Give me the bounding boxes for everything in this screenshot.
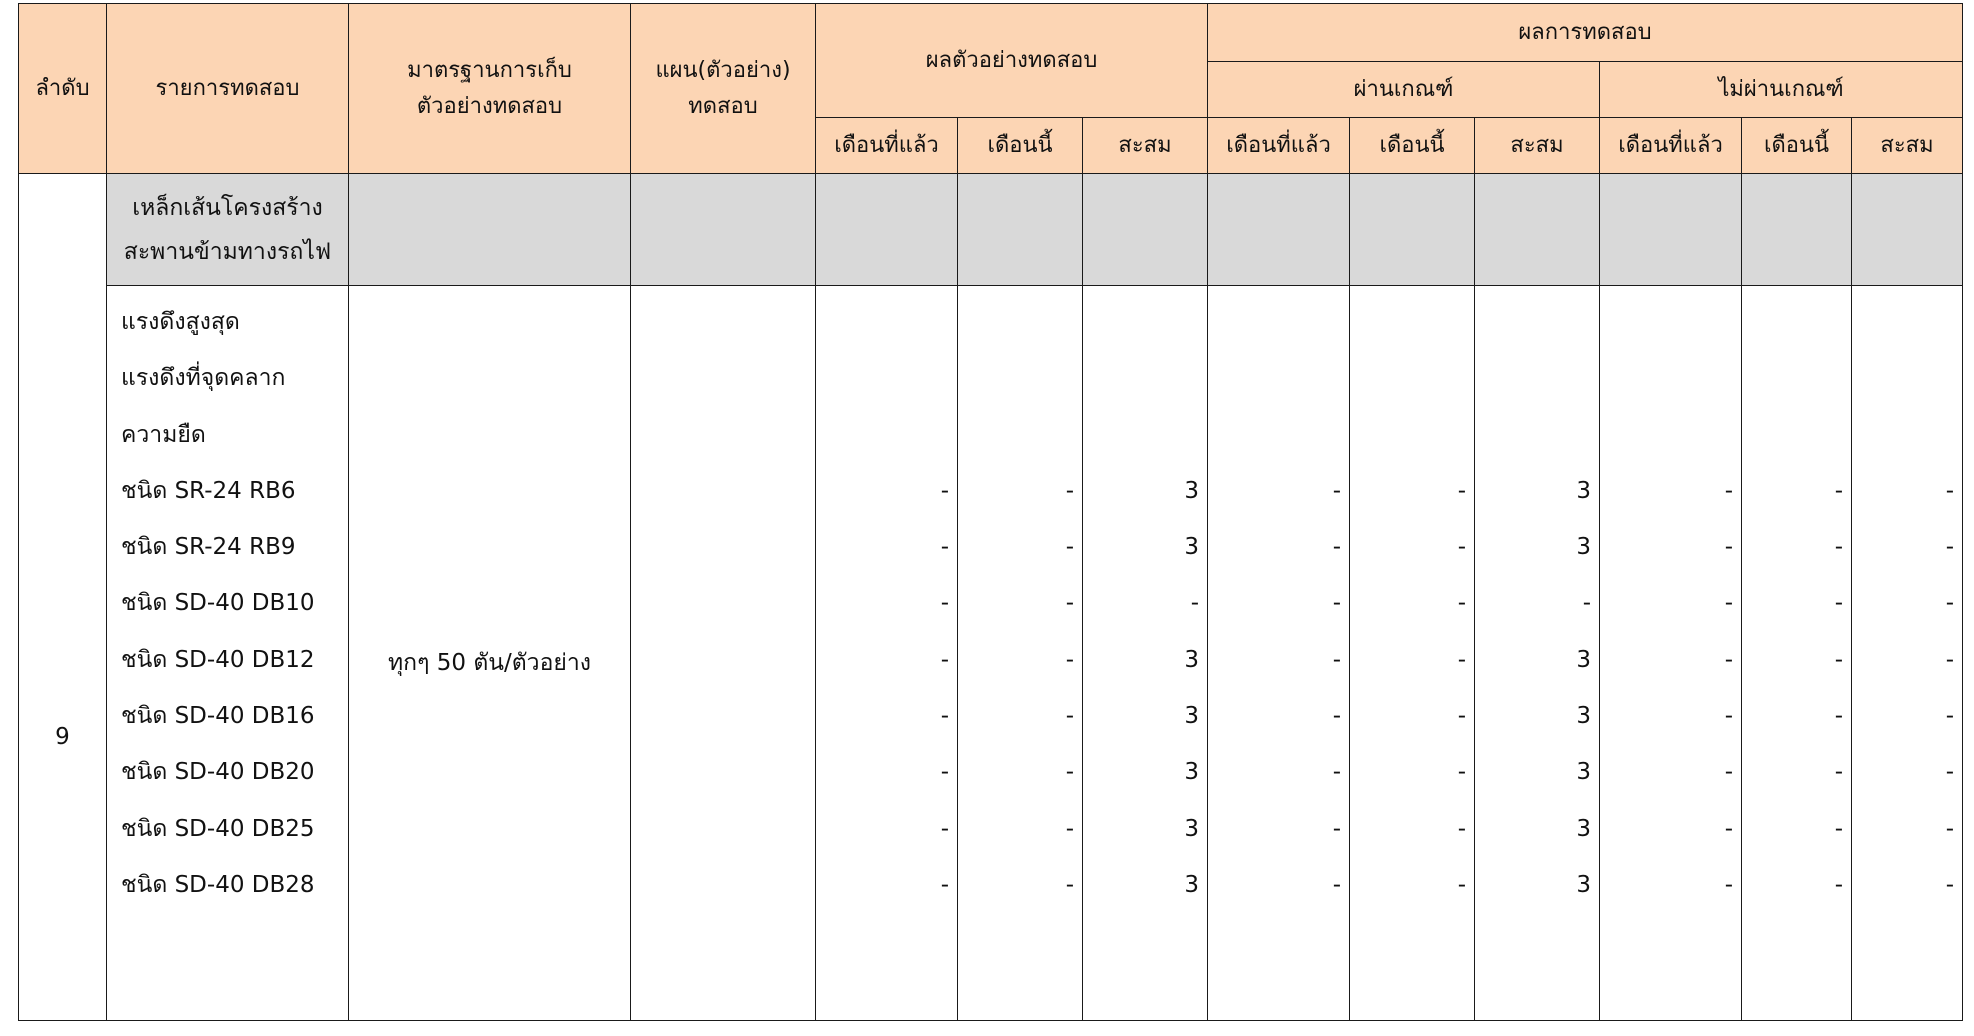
header-sample-results: ผลตัวอย่างทดสอบ <box>816 4 1208 118</box>
value-cell: - <box>1945 646 1955 673</box>
property-label: ความยืด <box>121 421 206 448</box>
value-cell: - <box>940 759 949 786</box>
value-column <box>1475 286 1600 1021</box>
value-cell: - <box>1724 646 1734 673</box>
value-cell: - <box>1457 815 1467 842</box>
header-sample-last-month: เดือนที่แล้ว <box>816 118 958 174</box>
grey-cell <box>816 174 958 286</box>
value-cell: - <box>1457 759 1467 786</box>
header-pass-this-month: เดือนนี้ <box>1350 118 1475 174</box>
item-label: ชนิด SD-40 DB25 <box>121 815 315 842</box>
value-cell: - <box>1457 871 1467 898</box>
header-fail: ไม่ผ่านเกณฑ์ <box>1600 62 1963 118</box>
item-label: ชนิด SD-40 DB12 <box>121 646 315 673</box>
standard-cell <box>349 286 631 1021</box>
value-cell: - <box>1724 759 1734 786</box>
header-standard-line1: มาตรฐานการเก็บ <box>407 57 572 83</box>
value-cell: 3 <box>1184 477 1200 504</box>
value-cell: - <box>1724 703 1734 730</box>
value-cell: - <box>1834 871 1844 898</box>
header-plan-line2: ทดสอบ <box>688 93 758 119</box>
header-test-item: รายการทดสอบ <box>107 4 349 174</box>
grey-cell <box>1083 174 1208 286</box>
property-label: แรงดึงที่จุดคลาก <box>121 365 286 392</box>
value-cell: - <box>1834 477 1844 504</box>
grey-cell <box>1350 174 1475 286</box>
value-cell: 3 <box>1576 871 1592 898</box>
value-cell: - <box>1834 815 1844 842</box>
value-cell: 3 <box>1576 815 1592 842</box>
header-pass-cumulative: สะสม <box>1475 118 1600 174</box>
value-cell: 3 <box>1576 703 1592 730</box>
value-cell: - <box>1457 477 1467 504</box>
value-column <box>958 286 1083 1021</box>
value-cell: - <box>1065 703 1074 730</box>
value-column <box>816 286 958 1021</box>
item-label: ชนิด SD-40 DB20 <box>121 759 315 786</box>
value-cell: - <box>1332 815 1342 842</box>
value-cell: - <box>1945 590 1955 617</box>
value-cell: 3 <box>1184 815 1200 842</box>
value-cell: 3 <box>1184 534 1200 561</box>
header-sample-this-month: เดือนนี้ <box>958 118 1083 174</box>
value-cell: - <box>1724 871 1734 898</box>
value-cell: - <box>940 703 949 730</box>
value-cell: - <box>1065 477 1074 504</box>
value-cell: - <box>1834 534 1844 561</box>
value-cell: - <box>1065 646 1074 673</box>
value-cell: - <box>1945 815 1955 842</box>
value-column <box>1350 286 1475 1021</box>
header-standard <box>349 4 631 174</box>
value-cell: - <box>1190 590 1200 617</box>
grey-cell <box>349 174 631 286</box>
value-cell: - <box>1582 590 1592 617</box>
value-cell: - <box>1724 477 1734 504</box>
value-cell: - <box>1724 534 1734 561</box>
value-cell: 3 <box>1184 646 1200 673</box>
value-cell: - <box>1457 590 1467 617</box>
value-cell: 3 <box>1576 534 1592 561</box>
value-column <box>1742 286 1852 1021</box>
grey-cell <box>631 174 816 286</box>
value-cell: - <box>940 534 949 561</box>
body-row <box>19 286 1963 1021</box>
item-column <box>107 286 349 1021</box>
header-sample-cumulative: สะสม <box>1083 118 1208 174</box>
value-column <box>1208 286 1350 1021</box>
header-pass: ผ่านเกณฑ์ <box>1208 62 1600 118</box>
value-cell: - <box>1724 815 1734 842</box>
value-cell: - <box>1945 759 1955 786</box>
value-cell: - <box>1834 759 1844 786</box>
header-plan-line1: แผน(ตัวอย่าง) <box>655 57 791 83</box>
header-fail-cumulative: สะสม <box>1852 118 1963 174</box>
value-cell: - <box>1834 703 1844 730</box>
order-cell <box>19 174 107 1021</box>
value-cell: - <box>1724 590 1734 617</box>
value-cell: 3 <box>1184 703 1200 730</box>
value-cell: - <box>1332 703 1342 730</box>
value-column <box>1083 286 1208 1021</box>
value-cell: - <box>1332 646 1342 673</box>
value-cell: - <box>940 815 949 842</box>
group-title-line1: เหล็กเส้นโครงสร้าง <box>132 195 323 221</box>
value-cell: - <box>1945 871 1955 898</box>
value-cell: - <box>940 871 949 898</box>
value-cell: 3 <box>1576 477 1592 504</box>
value-cell: - <box>1457 703 1467 730</box>
header-fail-last-month: เดือนที่แล้ว <box>1600 118 1742 174</box>
grey-cell <box>958 174 1083 286</box>
value-cell: - <box>1834 646 1844 673</box>
item-label: ชนิด SD-40 DB28 <box>121 871 315 898</box>
plan-cell <box>631 286 816 1021</box>
item-label: ชนิด SD-40 DB16 <box>121 703 315 730</box>
value-cell: - <box>1457 534 1467 561</box>
value-column <box>1600 286 1742 1021</box>
property-label: แรงดึงสูงสุด <box>121 309 240 335</box>
group-row <box>19 174 1963 286</box>
item-label: ชนิด SD-40 DB10 <box>121 590 315 617</box>
value-cell: - <box>1065 759 1074 786</box>
value-cell: - <box>1945 477 1955 504</box>
value-cell: - <box>1332 534 1342 561</box>
value-cell: - <box>1065 534 1074 561</box>
grey-cell <box>1475 174 1600 286</box>
item-label: ชนิด SR-24 RB9 <box>121 534 296 561</box>
value-cell: - <box>1332 759 1342 786</box>
header-plan <box>631 4 816 174</box>
value-cell: - <box>1332 871 1342 898</box>
header-test-results: ผลการทดสอบ <box>1208 4 1963 62</box>
value-cell: - <box>1457 646 1467 673</box>
value-cell: - <box>940 590 949 617</box>
group-title-line2: สะพานข้ามทางรถไฟ <box>123 239 332 265</box>
value-column <box>1852 286 1963 1021</box>
value-cell: - <box>1834 590 1844 617</box>
header-order: ลำดับ <box>19 4 107 174</box>
value-cell: - <box>1332 477 1342 504</box>
value-cell: 3 <box>1576 759 1592 786</box>
header-standard-line2: ตัวอย่างทดสอบ <box>416 93 563 119</box>
value-cell: - <box>1945 534 1955 561</box>
grey-cell <box>1600 174 1742 286</box>
value-cell: 3 <box>1576 646 1592 673</box>
grey-cell <box>1852 174 1963 286</box>
value-cell: - <box>940 477 949 504</box>
value-cell: - <box>1945 703 1955 730</box>
value-cell: - <box>940 646 949 673</box>
value-cell: - <box>1332 590 1342 617</box>
header-fail-this-month: เดือนนี้ <box>1742 118 1852 174</box>
sampling-standard: ทุกๆ 50 ตัน/ตัวอย่าง <box>387 650 592 676</box>
grey-cell <box>1208 174 1350 286</box>
value-cell: - <box>1065 815 1074 842</box>
header-pass-last-month: เดือนที่แล้ว <box>1208 118 1350 174</box>
value-cell: 3 <box>1184 871 1200 898</box>
value-cell: - <box>1065 590 1074 617</box>
group-number: 9 <box>55 723 70 750</box>
value-cell: 3 <box>1184 759 1200 786</box>
item-label: ชนิด SR-24 RB6 <box>121 477 296 504</box>
test-results-table <box>18 3 1963 1021</box>
grey-cell <box>1742 174 1852 286</box>
group-title-cell <box>107 174 349 286</box>
value-cell: - <box>1065 871 1074 898</box>
